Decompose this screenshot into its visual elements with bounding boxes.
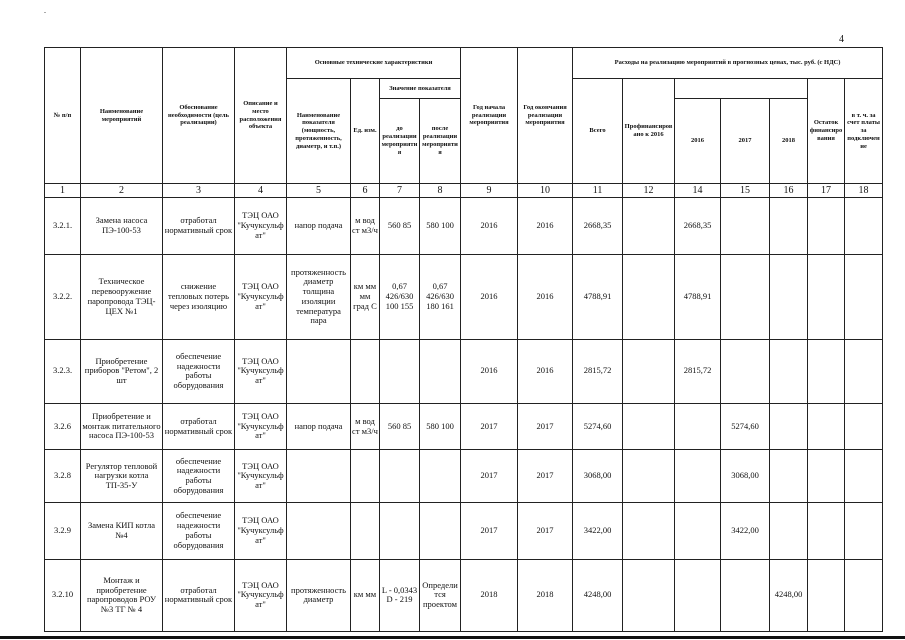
cost-2017-cell <box>721 255 770 339</box>
object-location-cell: ТЭЦ ОАО "Кучуксульфат" <box>235 503 287 559</box>
cost-2018-cell: 4248,00 <box>770 559 808 631</box>
page-number: 4 <box>839 34 844 45</box>
cost-2018-cell <box>770 339 808 403</box>
header-before: до реализации мероприятия <box>380 99 420 184</box>
column-number-cell: 11 <box>573 184 623 198</box>
unit-cell: м вод ст м3/ч <box>351 198 380 255</box>
table-row <box>45 198 883 255</box>
value-before-cell: L - 0,0343 D - 219 <box>380 559 420 631</box>
column-number-cell: 4 <box>235 184 287 198</box>
cost-2016-cell: 2668,35 <box>675 198 721 255</box>
row-number-cell: 3.2.6 <box>45 403 81 449</box>
object-location-cell: ТЭЦ ОАО "Кучуксульфат" <box>235 559 287 631</box>
header-start-year: Год начала реализации мероприятия <box>461 48 518 184</box>
cost-total-cell: 3068,00 <box>573 450 623 503</box>
measure-name-cell: Монтаж и приобретение паропроводов РОУ №3 ТГ № 4 <box>81 559 163 631</box>
unit-cell <box>351 450 380 503</box>
measure-name-cell: Приобретение приборов "Ретом", 2 шт <box>81 339 163 403</box>
cost-2016-cell: 2815,72 <box>675 339 721 403</box>
end-year-cell: 2016 <box>518 255 573 339</box>
indicator-name-cell <box>287 503 351 559</box>
header-after: после реализации мероприятия <box>420 99 461 184</box>
connection-fee-part-cell <box>845 503 883 559</box>
value-after-cell: 580 100 <box>420 403 461 449</box>
justification-cell: отработал нормативный срок <box>163 559 235 631</box>
cost-2018-cell <box>770 198 808 255</box>
cost-2017-cell <box>721 339 770 403</box>
indicator-name-cell <box>287 339 351 403</box>
value-after-cell <box>420 339 461 403</box>
financed-before-2016-cell <box>623 339 675 403</box>
cost-total-cell: 2815,72 <box>573 339 623 403</box>
justification-cell: отработал нормативный срок <box>163 403 235 449</box>
connection-fee-part-cell <box>845 450 883 503</box>
table-row <box>45 503 883 559</box>
object-location-cell: ТЭЦ ОАО "Кучуксульфат" <box>235 255 287 339</box>
cost-2016-cell <box>675 403 721 449</box>
column-number-cell: 12 <box>623 184 675 198</box>
connection-fee-part-cell <box>845 198 883 255</box>
measure-name-cell: Замена КИП котла №4 <box>81 503 163 559</box>
value-before-cell <box>380 339 420 403</box>
cost-2018-cell <box>770 503 808 559</box>
value-after-cell: Определится проектом <box>420 559 461 631</box>
table-row <box>45 403 883 449</box>
cost-total-cell: 4248,00 <box>573 559 623 631</box>
justification-cell: обеспечение надежности работы оборудования <box>163 339 235 403</box>
column-number-cell: 14 <box>675 184 721 198</box>
justification-cell: обеспечение надежности работы оборудования <box>163 450 235 503</box>
start-year-cell: 2017 <box>461 403 518 449</box>
row-number-cell: 3.2.8 <box>45 450 81 503</box>
header-remain: Остаток финансирования <box>808 79 845 184</box>
unit-cell: км мм мм град С <box>351 255 380 339</box>
header-values-group: Значение показателя <box>380 79 461 99</box>
value-before-cell: 0,67 426/630 100 155 <box>380 255 420 339</box>
cost-2016-cell <box>675 503 721 559</box>
justification-cell: обеспечение надежности работы оборудования <box>163 503 235 559</box>
object-location-cell: ТЭЦ ОАО "Кучуксульфат" <box>235 450 287 503</box>
indicator-name-cell: напор подача <box>287 403 351 449</box>
financed-before-2016-cell <box>623 255 675 339</box>
header-no: № п/п <box>45 48 81 184</box>
cost-2017-cell <box>721 559 770 631</box>
table-row <box>45 255 883 339</box>
value-before-cell <box>380 503 420 559</box>
cost-total-cell: 3422,00 <box>573 503 623 559</box>
header-unit: Ед. изм. <box>351 79 380 184</box>
start-year-cell: 2016 <box>461 255 518 339</box>
column-number-cell: 2 <box>81 184 163 198</box>
value-before-cell <box>380 450 420 503</box>
column-number-cell: 15 <box>721 184 770 198</box>
cost-2017-cell: 3068,00 <box>721 450 770 503</box>
header-connection-fee: в т. ч. за счет платы за подключение <box>845 79 883 184</box>
connection-fee-part-cell <box>845 559 883 631</box>
start-year-cell: 2016 <box>461 339 518 403</box>
value-before-cell: 560 85 <box>380 198 420 255</box>
value-after-cell <box>420 503 461 559</box>
header-name: Наименование мероприятий <box>81 48 163 184</box>
remaining-financing-cell <box>808 339 845 403</box>
object-location-cell: ТЭЦ ОАО "Кучуксульфат" <box>235 403 287 449</box>
header-end-year: Год окончания реализации мероприятия <box>518 48 573 184</box>
end-year-cell: 2017 <box>518 503 573 559</box>
measure-name-cell: Регулятор тепловой нагрузки котла ТП-35-У <box>81 450 163 503</box>
cost-total-cell: 5274,60 <box>573 403 623 449</box>
column-number-cell: 9 <box>461 184 518 198</box>
end-year-cell: 2016 <box>518 339 573 403</box>
measure-name-cell: Замена насоса ПЭ-100-53 <box>81 198 163 255</box>
end-year-cell: 2016 <box>518 198 573 255</box>
unit-cell <box>351 339 380 403</box>
indicator-name-cell <box>287 450 351 503</box>
remaining-financing-cell <box>808 503 845 559</box>
header-year-2016: 2016 <box>675 99 721 184</box>
measure-name-cell: Приобретение и монтаж питательного насоса ПЭ-100-53 <box>81 403 163 449</box>
start-year-cell: 2017 <box>461 503 518 559</box>
start-year-cell: 2016 <box>461 198 518 255</box>
financed-before-2016-cell <box>623 198 675 255</box>
financed-before-2016-cell <box>623 559 675 631</box>
cost-2016-cell: 4788,91 <box>675 255 721 339</box>
column-number-cell: 6 <box>351 184 380 198</box>
justification-cell: снижение тепловых потерь через изоляцию <box>163 255 235 339</box>
header-indicator: Наименование показателя (мощность, протяженность, диаметр, и т.п.) <box>287 79 351 184</box>
table-row <box>45 339 883 403</box>
header-tech-group: Основные технические характеристики <box>287 48 461 79</box>
header-profinanced: Профинансировано к 2016 <box>623 79 675 184</box>
cost-2017-cell: 5274,60 <box>721 403 770 449</box>
table-row <box>45 450 883 503</box>
connection-fee-part-cell <box>845 403 883 449</box>
scan-bottom-edge <box>0 636 905 639</box>
column-number-cell: 7 <box>380 184 420 198</box>
financed-before-2016-cell <box>623 450 675 503</box>
indicator-name-cell: напор подача <box>287 198 351 255</box>
column-number-cell: 10 <box>518 184 573 198</box>
row-number-cell: 3.2.9 <box>45 503 81 559</box>
column-number-cell: 8 <box>420 184 461 198</box>
cost-2018-cell <box>770 255 808 339</box>
connection-fee-part-cell <box>845 255 883 339</box>
cost-total-cell: 2668,35 <box>573 198 623 255</box>
object-location-cell: ТЭЦ ОАО "Кучуксульфат" <box>235 198 287 255</box>
unit-cell <box>351 503 380 559</box>
header-total: Всего <box>573 79 623 184</box>
remaining-financing-cell <box>808 198 845 255</box>
cost-2017-cell <box>721 198 770 255</box>
column-number-cell: 17 <box>808 184 845 198</box>
header-year-2017: 2017 <box>721 99 770 184</box>
measure-name-cell: Техническое перевооружение паропровода ТЭЦ-ЦЕХ №1 <box>81 255 163 339</box>
row-number-cell: 3.2.2. <box>45 255 81 339</box>
column-number-cell: 1 <box>45 184 81 198</box>
end-year-cell: 2018 <box>518 559 573 631</box>
cost-2018-cell <box>770 403 808 449</box>
remaining-financing-cell <box>808 450 845 503</box>
cost-total-cell: 4788,91 <box>573 255 623 339</box>
justification-cell: отработал нормативный срок <box>163 198 235 255</box>
row-number-cell: 3.2.10 <box>45 559 81 631</box>
row-number-cell: 3.2.3. <box>45 339 81 403</box>
unit-cell: км мм <box>351 559 380 631</box>
start-year-cell: 2018 <box>461 559 518 631</box>
cost-2017-cell: 3422,00 <box>721 503 770 559</box>
column-number-cell: 18 <box>845 184 883 198</box>
value-before-cell: 560 85 <box>380 403 420 449</box>
value-after-cell: 0,67 426/630 180 161 <box>420 255 461 339</box>
remaining-financing-cell <box>808 255 845 339</box>
remaining-financing-cell <box>808 559 845 631</box>
financed-before-2016-cell <box>623 403 675 449</box>
start-year-cell: 2017 <box>461 450 518 503</box>
cost-2016-cell <box>675 450 721 503</box>
object-location-cell: ТЭЦ ОАО "Кучуксульфат" <box>235 339 287 403</box>
indicator-name-cell: протяженность диаметр толщина изоляции температура пара <box>287 255 351 339</box>
header-location: Описание и место расположения объекта <box>235 48 287 184</box>
value-after-cell: 580 100 <box>420 198 461 255</box>
financed-before-2016-cell <box>623 503 675 559</box>
row-number-cell: 3.2.1. <box>45 198 81 255</box>
header-justification: Обоснование необходимости (цель реализации) <box>163 48 235 184</box>
header-years-group <box>675 79 808 99</box>
unit-cell: м вод ст м3/ч <box>351 403 380 449</box>
cost-2016-cell <box>675 559 721 631</box>
end-year-cell: 2017 <box>518 403 573 449</box>
remaining-financing-cell <box>808 403 845 449</box>
column-number-cell: 5 <box>287 184 351 198</box>
value-after-cell <box>420 450 461 503</box>
column-number-cell: 16 <box>770 184 808 198</box>
column-number-cell: 3 <box>163 184 235 198</box>
investment-program-table <box>44 47 883 632</box>
cost-2018-cell <box>770 450 808 503</box>
corner-mark: - <box>44 10 46 16</box>
header-costs-group: Расходы на реализацию мероприятий в прогнозных ценах, тыс. руб. (с НДС) <box>573 48 883 79</box>
connection-fee-part-cell <box>845 339 883 403</box>
indicator-name-cell: протяженность диаметр <box>287 559 351 631</box>
end-year-cell: 2017 <box>518 450 573 503</box>
header-year-2018: 2018 <box>770 99 808 184</box>
table-row <box>45 559 883 631</box>
